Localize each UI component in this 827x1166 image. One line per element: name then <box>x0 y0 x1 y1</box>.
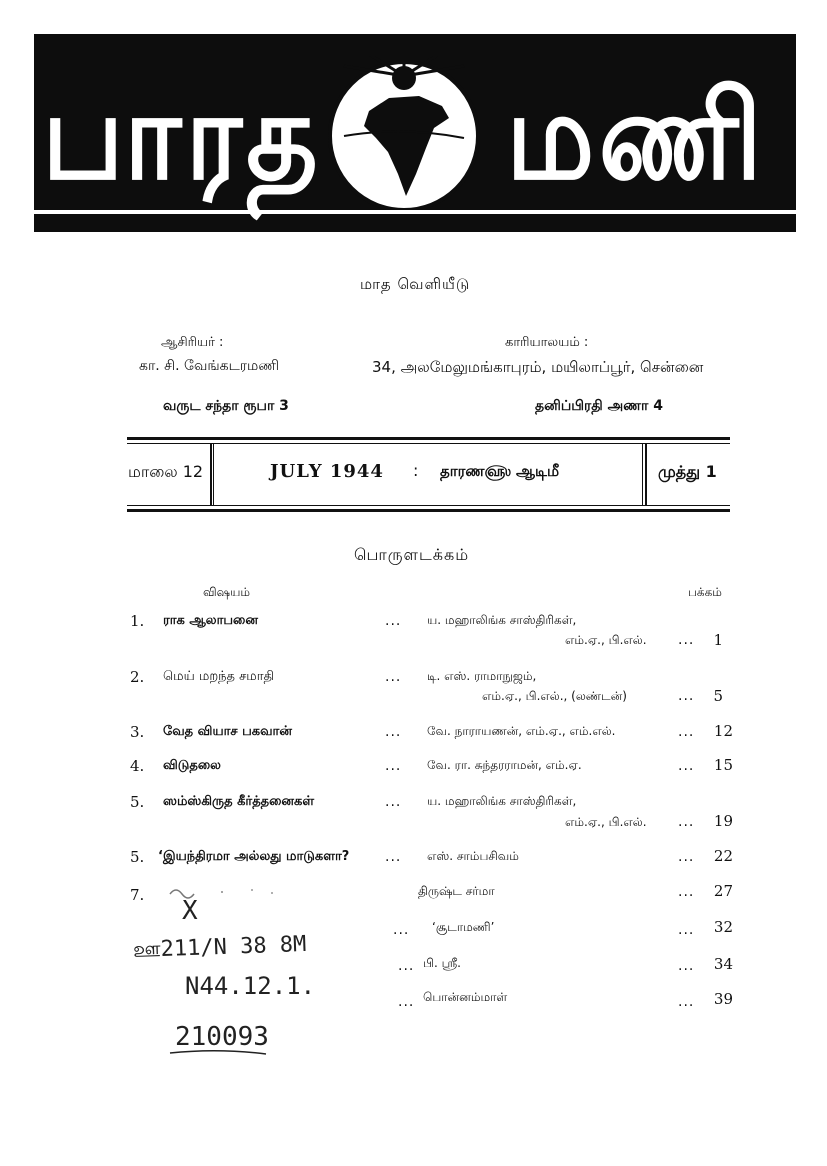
editor-name: கா. சி. வேங்கடரமணி <box>139 358 280 374</box>
handwritten-accession: ஊ211/N 38 8M <box>132 931 307 964</box>
issue-date-separator: : <box>413 461 419 480</box>
toc-entry-leader: ... <box>398 958 415 974</box>
issue-bar-top-rule-thin <box>127 443 730 444</box>
toc-entry-number: 4. <box>130 757 145 775</box>
issue-bar-top-rule <box>127 437 730 440</box>
toc-entry-number: 2. <box>130 668 145 686</box>
handwritten-date: N44.12.1. <box>185 972 316 1000</box>
toc-entry-title: ‘இயந்திரமா அல்லது மாடுகளா? <box>158 849 350 864</box>
issue-bar-bottom-rule-thin <box>127 505 730 506</box>
toc-entry-leader: ... <box>385 849 402 865</box>
publication-subtitle: மாத வெளியீடு <box>360 275 471 293</box>
toc-entry-number: 5. <box>130 848 145 866</box>
toc-entry-page: 39 <box>713 990 733 1008</box>
annual-subscription: வருட சந்தா ரூபா 3 <box>163 398 289 414</box>
toc-entry-author: ‘சூடாமணி’ <box>432 920 495 934</box>
volume-number: மாலை 12 <box>128 462 204 481</box>
toc-entry-leader: ... <box>393 922 410 938</box>
toc-entry-page: 5 <box>713 687 723 705</box>
toc-entry-page-leader: ... <box>678 814 695 830</box>
issue-number: முத்து 1 <box>658 462 717 481</box>
toc-entry-author-degree: எம்.ஏ., பி.எல். <box>565 633 647 647</box>
india-globe-emblem <box>324 56 484 216</box>
issue-bar-divider-left <box>210 443 212 505</box>
handwritten-number: 210093 <box>175 1022 269 1052</box>
toc-entry-title: ராக ஆலாபனை <box>163 613 258 628</box>
toc-entry-number: 5. <box>130 793 145 811</box>
toc-entry-author: வே. நாராயணன், எம்.ஏ., எம்.எல். <box>427 724 616 738</box>
toc-entry-page: 27 <box>713 882 733 900</box>
office-address: 34, அலமேலுமங்காபுரம், மயிலாப்பூர், சென்னை <box>372 358 704 376</box>
toc-entry-leader: ... <box>398 994 415 1010</box>
handwritten-underline <box>168 1048 268 1058</box>
toc-entry-author: திருஷ்ட சர்மா <box>418 884 495 898</box>
toc-entry-page-leader: ... <box>678 958 695 974</box>
toc-entry-page: 15 <box>713 756 733 774</box>
issue-date-tamil: தாரண௵ ஆடிமீ <box>440 462 560 480</box>
toc-entry-leader: ... <box>385 724 402 740</box>
toc-entry-number: 1. <box>130 612 145 630</box>
toc-entry-leader: ... <box>385 794 402 810</box>
masthead-banner <box>34 34 796 232</box>
toc-entry-leader: ... <box>385 613 402 629</box>
toc-entry-author: வே. ரா. சுந்தரராமன், எம்.ஏ. <box>427 758 582 772</box>
masthead-title-right: மணி <box>506 65 767 207</box>
toc-entry-page: 34 <box>713 955 733 973</box>
masthead-strip <box>34 210 796 214</box>
toc-entry-title: மெய் மறந்த சமாதி <box>163 669 275 684</box>
issue-bar-bottom-rule <box>127 509 730 512</box>
handwritten-mark: X <box>182 896 198 926</box>
toc-entry-number: 7. <box>130 886 145 904</box>
toc-entry-author: ய. மஹாலிங்க சாஸ்திரிகள், <box>427 613 577 627</box>
toc-entry-title: வேத வியாச பகவான் <box>163 724 292 739</box>
toc-entry-page-leader: ... <box>678 849 695 865</box>
toc-entry-page: 19 <box>713 812 733 830</box>
toc-entry-author: பொன்னம்மாள் <box>423 990 508 1004</box>
toc-entry-page: 32 <box>713 918 733 936</box>
toc-entry-page-leader: ... <box>678 922 695 938</box>
toc-entry-page: 1 <box>713 631 723 649</box>
toc-entry-author: எஸ். சாம்பசிவம் <box>427 849 519 863</box>
office-label: காரியாலயம் : <box>505 335 589 350</box>
toc-entry-page: 12 <box>713 722 733 740</box>
issue-bar-divider-right <box>645 443 647 505</box>
toc-entry-page-leader: ... <box>678 632 695 648</box>
toc-entry-author: ய. மஹாலிங்க சாஸ்திரிகள், <box>427 794 577 808</box>
toc-entry-page: 22 <box>713 847 733 865</box>
toc-column-page: பக்கம் <box>688 585 722 599</box>
toc-entry-page-leader: ... <box>678 994 695 1010</box>
toc-entry-author-degree: எம்.ஏ., பி.எல். <box>565 815 647 829</box>
toc-title: பொருளடக்கம் <box>354 545 470 564</box>
masthead-title-left: பாரத <box>42 65 322 207</box>
toc-entry-page-leader: ... <box>678 758 695 774</box>
toc-entry-author-degree: எம்.ஏ., பி.எல்., (லண்டன்) <box>482 689 627 703</box>
toc-entry-title: விடுதலை <box>163 758 221 773</box>
toc-entry-page-leader: ... <box>678 884 695 900</box>
toc-entry-number: 3. <box>130 723 145 741</box>
single-copy-price: தனிப்பிரதி அணா 4 <box>535 398 663 414</box>
toc-entry-author: பி. ஸ்ரீ. <box>423 956 461 970</box>
toc-entry-page-leader: ... <box>678 688 695 704</box>
faded-title-smudge <box>160 882 290 900</box>
toc-entry-leader: ... <box>385 669 402 685</box>
issue-bar-divider-left-thin <box>213 443 214 505</box>
toc-entry-leader: ... <box>385 758 402 774</box>
toc-column-subject: விஷயம் <box>203 585 251 599</box>
toc-entry-page-leader: ... <box>678 724 695 740</box>
toc-entry-author: டி. எஸ். ராமாநுஜம், <box>427 669 537 683</box>
issue-bar-divider-right-thin <box>642 443 643 505</box>
issue-date-english: JULY 1944 <box>270 461 384 482</box>
toc-entry-title: ஸம்ஸ்கிருத கீர்த்தனைகள் <box>163 794 315 809</box>
editor-label: ஆசிரியர் : <box>161 335 224 350</box>
